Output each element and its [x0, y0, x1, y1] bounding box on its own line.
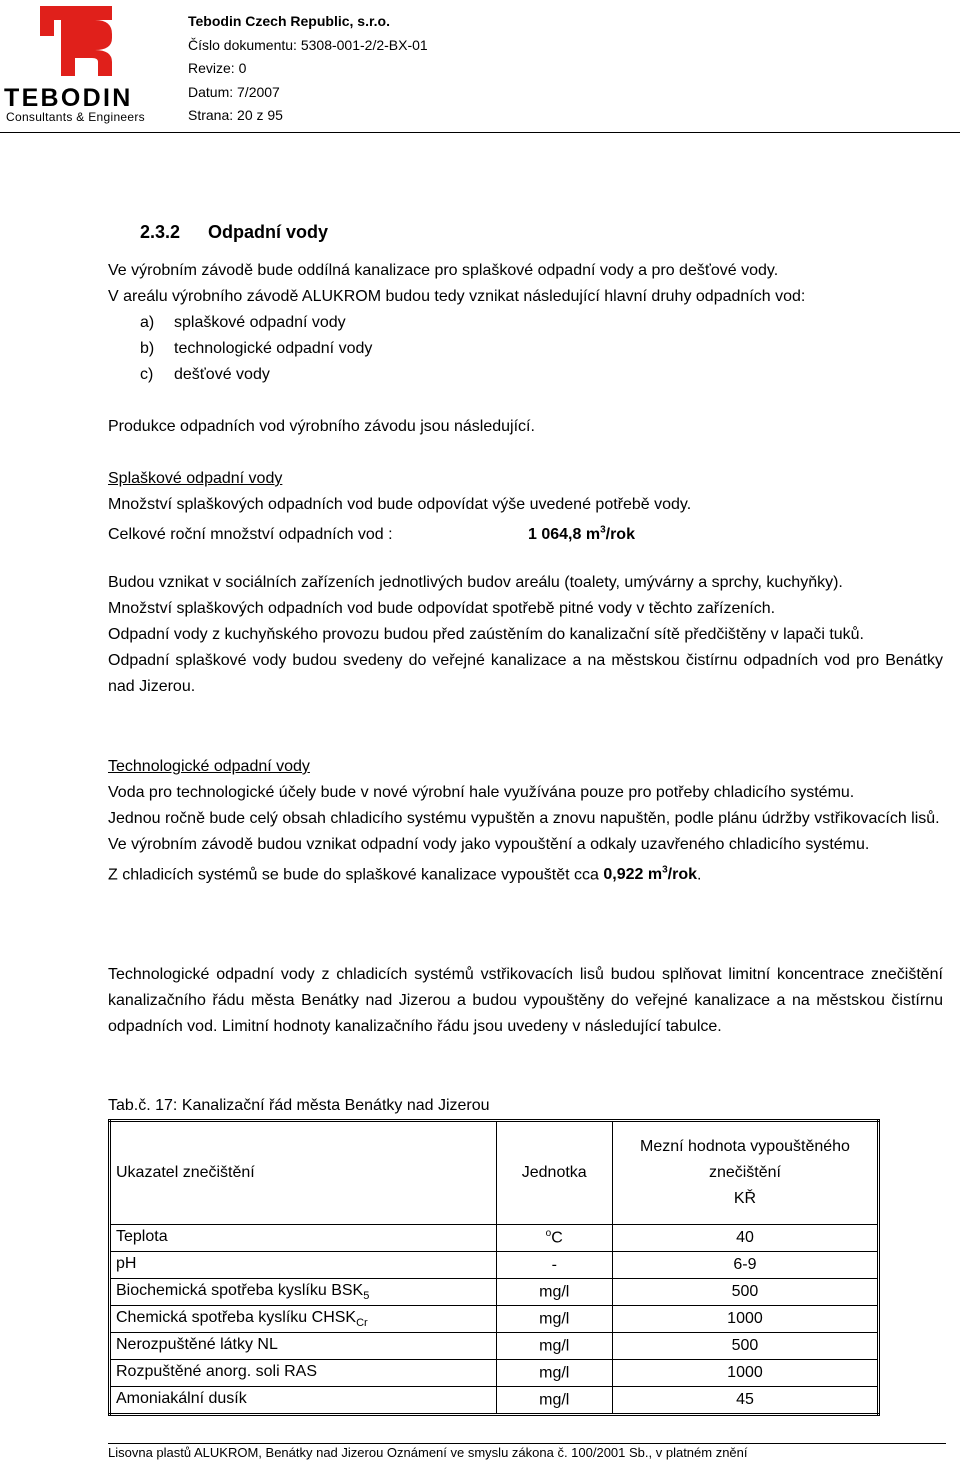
sewage-total-value: 1 064,8 $m^3$/rok — [528, 525, 635, 544]
list-item-text: splaškové odpadní vody — [174, 314, 346, 331]
row-value: 500 — [612, 1279, 878, 1306]
row-unit: mg/l — [496, 1360, 612, 1387]
table-row — [110, 1225, 879, 1252]
document-header-meta — [188, 10, 428, 128]
row-value: 1000 — [612, 1306, 878, 1333]
table-row — [110, 1279, 879, 1306]
row-unit: $^o$C — [496, 1225, 612, 1252]
row-value: 40 — [612, 1225, 878, 1252]
page-number: Strana: 20 z 95 — [188, 107, 283, 123]
table-row — [110, 1252, 879, 1279]
list-item — [140, 362, 372, 388]
header-limit-line: KŘ — [733, 1190, 757, 1207]
list-item-text: technologické odpadní vody — [174, 340, 373, 357]
tech-paragraph-5: Technologické odpadní vody z chladicích systémů vstřikovacích lisů budou splňovat limitní koncentrace znečištění kanalizačního řádu města Benátky nad Jizerou a budou vypouštěny do veřejné kanalizace a na městskou čistírnu odpadních vod. Limitní hodnoty kanalizačního řádu jsou uvedeny v následující tabulce. — [108, 966, 943, 1035]
limits-table — [108, 1119, 880, 1416]
production-sentence: Produkce odpadních vod výrobního závodu jsou následující. — [108, 418, 535, 435]
row-indicator: Rozpuštěné anorg. soli RAS — [110, 1360, 497, 1387]
header-limit-line: Mezní hodnota vypouštěného — [640, 1138, 850, 1155]
list-marker: b) — [140, 340, 155, 357]
intro-line-2: V areálu výrobního závodě ALUKROM budou tedy vznikat následující hlavní druhy odpadních vod: — [108, 288, 806, 305]
intro-line-1: Ve výrobním závodě bude oddílná kanalizace pro splaškové odpadní vody a pro dešťové vody. — [108, 262, 779, 279]
sewage-paragraph-1: Množství splaškových odpadních vod bude odpovídat výše uvedené potřebě vody. — [108, 496, 692, 513]
tech-paragraph-3: Ve výrobním závodě budou vznikat odpadní vody jako vypouštění a odkaly uzavřeného chladicího systému. — [108, 836, 870, 853]
row-unit: mg/l — [496, 1306, 612, 1333]
waste-water-types-list — [140, 310, 372, 388]
row-value: 6-9 — [612, 1252, 878, 1279]
tech-section — [108, 754, 943, 888]
footer-divider — [108, 1443, 946, 1444]
section-number: 2.3.2 — [140, 222, 181, 242]
logo-subtitle: Consultants & Engineers — [6, 110, 145, 124]
row-unit: - — [496, 1252, 612, 1279]
section-heading — [140, 222, 328, 243]
table-caption: Tab.č. 17: Kanalizační řád města Benátky nad Jizerou — [108, 1097, 490, 1114]
header-limit — [612, 1121, 878, 1225]
row-unit: mg/l — [496, 1333, 612, 1360]
table-row — [110, 1360, 879, 1387]
page-footer: Lisovna plastů ALUKROM, Benátky nad Jizerou Oznámení ve smyslu zákona č. 100/2001 Sb., v platném znění — [108, 1445, 748, 1460]
doc-number: Číslo dokumentu: 5308-001-2/2-BX-01 — [188, 36, 428, 53]
list-item-text: dešťové vody — [174, 366, 270, 383]
row-unit: mg/l — [496, 1387, 612, 1415]
tech-paragraph-1: Voda pro technologické účely bude v nové výrobní hale využívána pouze pro potřeby chladicího systému. — [108, 784, 855, 801]
header-unit: Jednotka — [496, 1121, 612, 1225]
revision: Revize: 0 — [188, 60, 247, 76]
intro-block — [108, 258, 943, 310]
sewage-paragraph-5: Odpadní splaškové vody budou svedeny do veřejné kanalizace a na městskou čistírnu odpadních vod pro Benátky nad Jizerou. — [108, 652, 943, 695]
table-row — [110, 1387, 879, 1415]
row-unit: mg/l — [496, 1279, 612, 1306]
sewage-total-label: Celkové roční množství odpadních vod : — [108, 526, 393, 544]
tech-heading: Technologické odpadní vody — [108, 758, 310, 775]
row-indicator: Teplota — [110, 1225, 497, 1252]
logo-wordmark: TEBODIN — [4, 84, 133, 112]
date: Datum: 7/2007 — [188, 83, 280, 100]
sewage-paragraph-3: Množství splaškových odpadních vod bude odpovídat spotřebě pitné vody v těchto zařízeních. — [108, 600, 776, 617]
list-marker: c) — [140, 366, 154, 383]
row-indicator: Amoniakální dusík — [110, 1387, 497, 1415]
company-name: Tebodin Czech Republic, s.r.o. — [188, 13, 390, 29]
row-indicator: Nerozpuštěné látky NL — [110, 1333, 497, 1360]
sewage-heading: Splaškové odpadní vody — [108, 470, 283, 487]
sewage-paragraph-2: Budou vznikat v sociálních zařízeních jednotlivých budov areálu (toalety, umývárny a sprchy, kuchyňky). — [108, 574, 843, 591]
section-title: Odpadní vody — [208, 222, 329, 242]
row-indicator: pH — [110, 1252, 497, 1279]
row-value: 1000 — [612, 1360, 878, 1387]
sewage-details — [108, 570, 943, 700]
sewage-paragraph-4: Odpadní vody z kuchyňského provozu budou před zaústěním do kanalizační sítě předčištěny v lapači tuků. — [108, 626, 864, 643]
tech-paragraph-2: Jednou ročně bude celý obsah chladicího systému vypuštěn a znovu napuštěn, podle plánu údržby vstřikovacích lisů. — [108, 810, 940, 827]
row-value: 500 — [612, 1333, 878, 1360]
list-marker: a) — [140, 314, 155, 331]
table-header-row — [110, 1121, 879, 1225]
row-indicator: Biochemická spotřeba kyslíku $BSK_5$ — [110, 1279, 497, 1306]
row-value: 45 — [612, 1387, 878, 1415]
header-divider — [0, 132, 960, 133]
header-limit-line: znečištění — [708, 1164, 781, 1181]
list-item — [140, 336, 372, 362]
table-row — [110, 1306, 879, 1333]
row-indicator: Chemická spotřeba kyslíku $CHSK_{Cr}$ — [110, 1306, 497, 1333]
header-indicator: Ukazatel znečištění — [110, 1121, 497, 1225]
list-item — [140, 310, 372, 336]
sewage-section — [108, 466, 943, 548]
table-row — [110, 1333, 879, 1360]
tech-paragraph-4: Z chladicích systémů se bude do splaškové kanalizace vypouštět cca 0,922 $m^3$/rok. — [108, 865, 702, 884]
sewage-total-row — [108, 518, 943, 548]
